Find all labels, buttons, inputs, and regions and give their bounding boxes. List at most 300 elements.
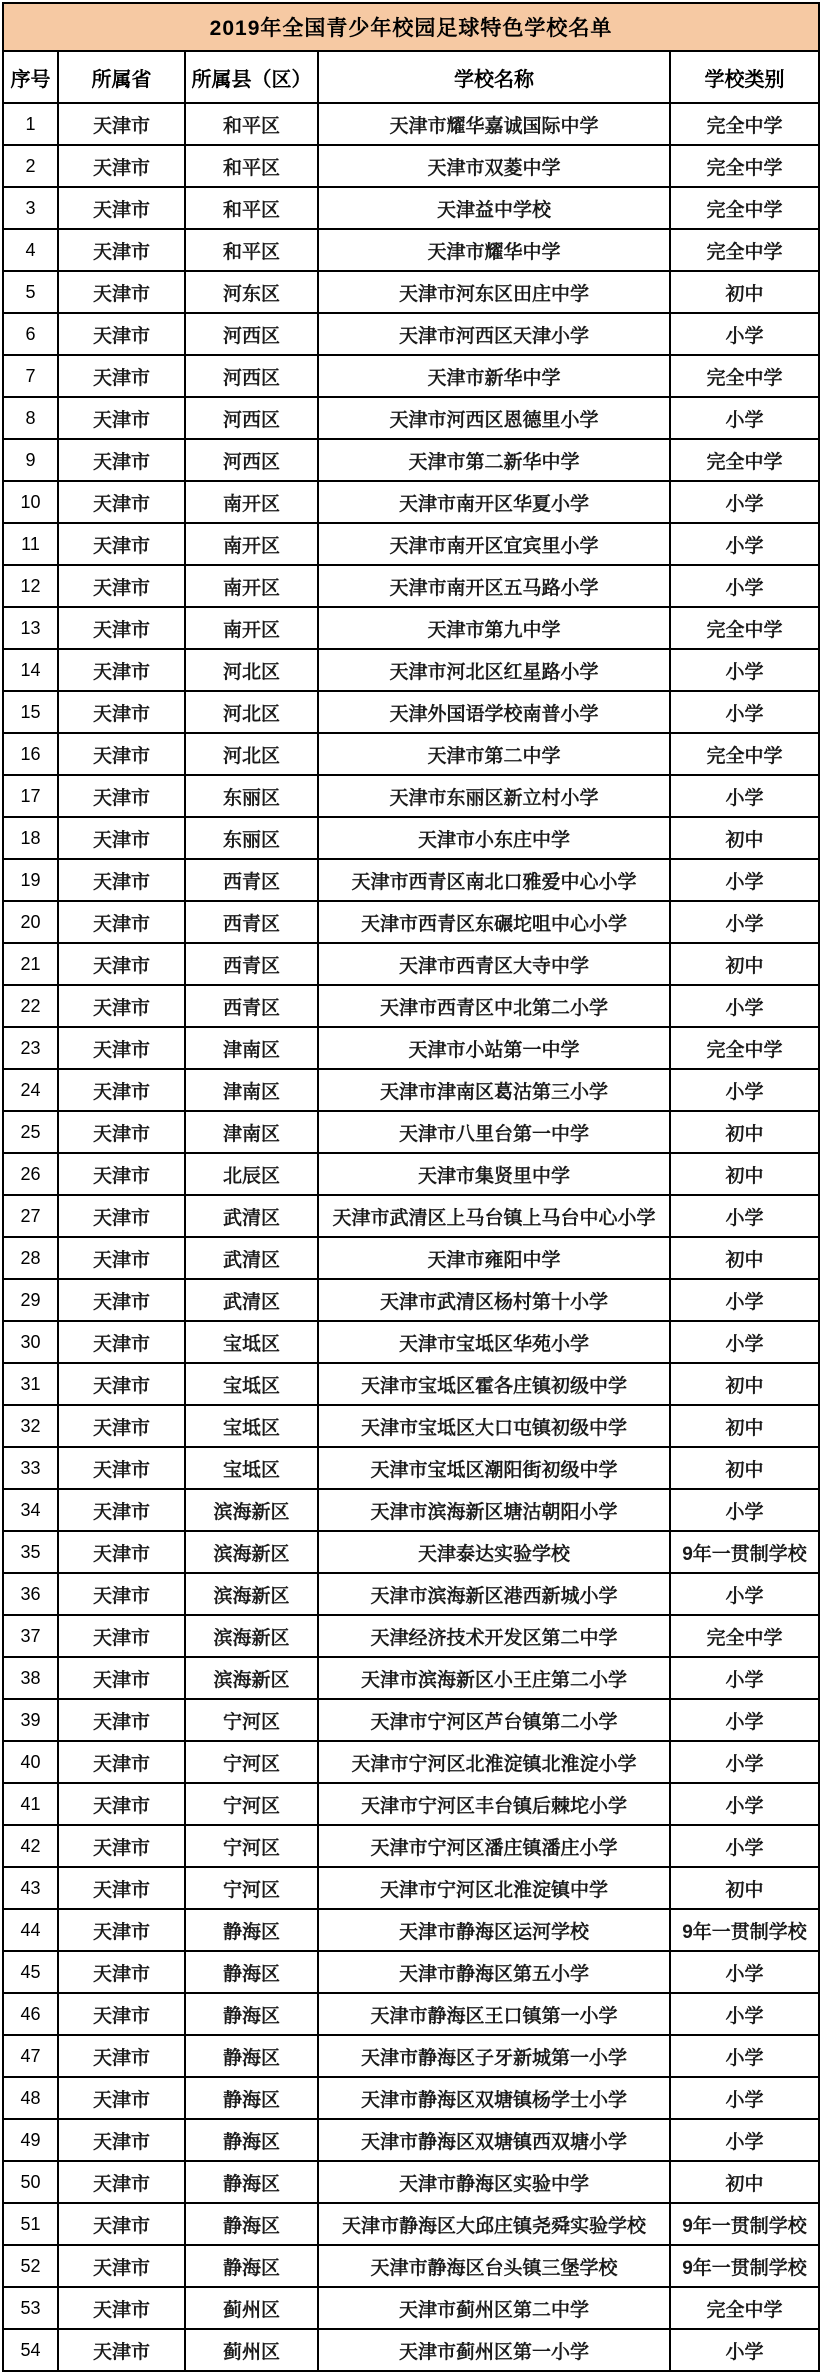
col-header-index: 序号 [3, 51, 58, 103]
cell-district: 宁河区 [185, 1783, 318, 1825]
cell-district: 武清区 [185, 1237, 318, 1279]
cell-province: 天津市 [58, 565, 185, 607]
cell-index: 17 [3, 775, 58, 817]
table-row [3, 943, 819, 985]
table-row [3, 1657, 819, 1699]
table-row [3, 817, 819, 859]
cell-school-type: 初中 [670, 271, 819, 313]
cell-school-type: 小学 [670, 2035, 819, 2077]
cell-school-name: 天津市宝坻区华苑小学 [318, 1321, 670, 1363]
cell-district: 河北区 [185, 733, 318, 775]
cell-district: 宁河区 [185, 1699, 318, 1741]
cell-index: 44 [3, 1909, 58, 1951]
cell-district: 静海区 [185, 2203, 318, 2245]
table-row [3, 2329, 819, 2371]
cell-province: 天津市 [58, 1531, 185, 1573]
cell-province: 天津市 [58, 1825, 185, 1867]
cell-index: 51 [3, 2203, 58, 2245]
cell-district: 河西区 [185, 355, 318, 397]
cell-index: 48 [3, 2077, 58, 2119]
table-row [3, 397, 819, 439]
cell-school-name: 天津市滨海新区小王庄第二小学 [318, 1657, 670, 1699]
cell-school-type: 小学 [670, 523, 819, 565]
table-row [3, 733, 819, 775]
cell-school-type: 完全中学 [670, 2287, 819, 2329]
cell-province: 天津市 [58, 481, 185, 523]
cell-district: 静海区 [185, 2245, 318, 2287]
col-header-district: 所属县（区） [185, 51, 318, 103]
cell-district: 东丽区 [185, 775, 318, 817]
cell-school-name: 天津市第二中学 [318, 733, 670, 775]
cell-district: 津南区 [185, 1069, 318, 1111]
table-row [3, 1783, 819, 1825]
cell-province: 天津市 [58, 1237, 185, 1279]
cell-district: 河西区 [185, 397, 318, 439]
cell-district: 滨海新区 [185, 1573, 318, 1615]
cell-school-type: 完全中学 [670, 187, 819, 229]
cell-school-type: 9年一贯制学校 [670, 2203, 819, 2245]
cell-school-type: 小学 [670, 1321, 819, 1363]
cell-school-name: 天津市武清区杨村第十小学 [318, 1279, 670, 1321]
cell-index: 20 [3, 901, 58, 943]
table-row [3, 1111, 819, 1153]
cell-school-type: 小学 [670, 397, 819, 439]
cell-province: 天津市 [58, 2161, 185, 2203]
cell-province: 天津市 [58, 2077, 185, 2119]
cell-school-name: 天津市河西区恩德里小学 [318, 397, 670, 439]
cell-school-type: 小学 [670, 1195, 819, 1237]
cell-index: 54 [3, 2329, 58, 2371]
table-row [3, 1447, 819, 1489]
cell-district: 静海区 [185, 2119, 318, 2161]
cell-index: 52 [3, 2245, 58, 2287]
cell-district: 武清区 [185, 1195, 318, 1237]
cell-school-name: 天津市武清区上马台镇上马台中心小学 [318, 1195, 670, 1237]
cell-province: 天津市 [58, 313, 185, 355]
cell-school-type: 9年一贯制学校 [670, 1909, 819, 1951]
cell-province: 天津市 [58, 1699, 185, 1741]
cell-index: 9 [3, 439, 58, 481]
cell-province: 天津市 [58, 1573, 185, 1615]
cell-district: 宝坻区 [185, 1321, 318, 1363]
cell-school-type: 小学 [670, 2329, 819, 2371]
cell-province: 天津市 [58, 1027, 185, 1069]
table-row [3, 1153, 819, 1195]
col-header-school-name: 学校名称 [318, 51, 670, 103]
cell-school-type: 初中 [670, 1237, 819, 1279]
cell-school-name: 天津市宝坻区大口屯镇初级中学 [318, 1405, 670, 1447]
cell-province: 天津市 [58, 2245, 185, 2287]
cell-province: 天津市 [58, 145, 185, 187]
cell-district: 宁河区 [185, 1825, 318, 1867]
cell-school-name: 天津市南开区宜宾里小学 [318, 523, 670, 565]
cell-school-type: 小学 [670, 2119, 819, 2161]
cell-school-name: 天津市静海区第五小学 [318, 1951, 670, 1993]
cell-index: 38 [3, 1657, 58, 1699]
cell-province: 天津市 [58, 1657, 185, 1699]
cell-province: 天津市 [58, 229, 185, 271]
cell-district: 蓟州区 [185, 2287, 318, 2329]
cell-province: 天津市 [58, 901, 185, 943]
cell-province: 天津市 [58, 1069, 185, 1111]
cell-school-name: 天津市八里台第一中学 [318, 1111, 670, 1153]
cell-index: 50 [3, 2161, 58, 2203]
cell-school-type: 小学 [670, 1069, 819, 1111]
cell-school-type: 小学 [670, 565, 819, 607]
cell-school-name: 天津市河东区田庄中学 [318, 271, 670, 313]
cell-school-type: 9年一贯制学校 [670, 2245, 819, 2287]
cell-province: 天津市 [58, 1615, 185, 1657]
table-row [3, 1279, 819, 1321]
cell-province: 天津市 [58, 859, 185, 901]
cell-district: 西青区 [185, 943, 318, 985]
cell-index: 34 [3, 1489, 58, 1531]
cell-district: 津南区 [185, 1027, 318, 1069]
cell-index: 32 [3, 1405, 58, 1447]
cell-district: 河北区 [185, 691, 318, 733]
cell-index: 37 [3, 1615, 58, 1657]
cell-index: 27 [3, 1195, 58, 1237]
cell-school-name: 天津市西青区东碾坨咀中心小学 [318, 901, 670, 943]
cell-index: 6 [3, 313, 58, 355]
cell-school-name: 天津市集贤里中学 [318, 1153, 670, 1195]
table-row [3, 649, 819, 691]
table-row [3, 691, 819, 733]
cell-school-name: 天津市津南区葛沽第三小学 [318, 1069, 670, 1111]
cell-school-name: 天津市小东庄中学 [318, 817, 670, 859]
cell-school-name: 天津市蓟州区第二中学 [318, 2287, 670, 2329]
cell-school-name: 天津市雍阳中学 [318, 1237, 670, 1279]
cell-province: 天津市 [58, 397, 185, 439]
table-row [3, 2203, 819, 2245]
cell-index: 8 [3, 397, 58, 439]
cell-district: 静海区 [185, 1951, 318, 1993]
cell-school-type: 小学 [670, 313, 819, 355]
cell-district: 河北区 [185, 649, 318, 691]
table-row [3, 2035, 819, 2077]
table-row [3, 523, 819, 565]
cell-school-name: 天津市宁河区北淮淀镇中学 [318, 1867, 670, 1909]
cell-school-type: 初中 [670, 817, 819, 859]
cell-school-type: 完全中学 [670, 103, 819, 145]
cell-school-name: 天津市静海区台头镇三堡学校 [318, 2245, 670, 2287]
cell-index: 16 [3, 733, 58, 775]
cell-school-name: 天津市耀华中学 [318, 229, 670, 271]
cell-index: 15 [3, 691, 58, 733]
cell-school-type: 小学 [670, 649, 819, 691]
cell-district: 静海区 [185, 2035, 318, 2077]
cell-province: 天津市 [58, 355, 185, 397]
cell-school-name: 天津市静海区运河学校 [318, 1909, 670, 1951]
cell-school-type: 小学 [670, 691, 819, 733]
cell-school-name: 天津市耀华嘉诚国际中学 [318, 103, 670, 145]
cell-province: 天津市 [58, 2329, 185, 2371]
cell-school-type: 9年一贯制学校 [670, 1531, 819, 1573]
page-title: 2019年全国青少年校园足球特色学校名单 [3, 3, 819, 51]
cell-school-type: 初中 [670, 1153, 819, 1195]
cell-province: 天津市 [58, 2287, 185, 2329]
cell-school-name: 天津市静海区子牙新城第一小学 [318, 2035, 670, 2077]
cell-school-name: 天津市静海区双塘镇西双塘小学 [318, 2119, 670, 2161]
cell-school-name: 天津泰达实验学校 [318, 1531, 670, 1573]
cell-index: 25 [3, 1111, 58, 1153]
header-row [3, 51, 819, 103]
table-row [3, 1699, 819, 1741]
cell-school-name: 天津市静海区大邱庄镇尧舜实验学校 [318, 2203, 670, 2245]
cell-index: 12 [3, 565, 58, 607]
cell-province: 天津市 [58, 1993, 185, 2035]
table-row [3, 1195, 819, 1237]
table-row [3, 2077, 819, 2119]
cell-province: 天津市 [58, 523, 185, 565]
cell-district: 北辰区 [185, 1153, 318, 1195]
cell-school-name: 天津市南开区华夏小学 [318, 481, 670, 523]
cell-district: 和平区 [185, 229, 318, 271]
cell-province: 天津市 [58, 1195, 185, 1237]
cell-school-type: 小学 [670, 901, 819, 943]
cell-index: 21 [3, 943, 58, 985]
cell-index: 10 [3, 481, 58, 523]
cell-district: 武清区 [185, 1279, 318, 1321]
table-row [3, 1489, 819, 1531]
cell-school-type: 完全中学 [670, 1615, 819, 1657]
cell-school-type: 小学 [670, 1279, 819, 1321]
cell-school-name: 天津经济技术开发区第二中学 [318, 1615, 670, 1657]
cell-district: 静海区 [185, 2161, 318, 2203]
table-row [3, 901, 819, 943]
cell-school-name: 天津市静海区实验中学 [318, 2161, 670, 2203]
cell-school-name: 天津市静海区双塘镇杨学士小学 [318, 2077, 670, 2119]
cell-district: 南开区 [185, 607, 318, 649]
cell-district: 和平区 [185, 145, 318, 187]
col-header-province: 所属省 [58, 51, 185, 103]
cell-school-name: 天津市西青区大寺中学 [318, 943, 670, 985]
cell-school-name: 天津市静海区王口镇第一小学 [318, 1993, 670, 2035]
cell-school-name: 天津市河西区天津小学 [318, 313, 670, 355]
table-row [3, 1741, 819, 1783]
cell-district: 静海区 [185, 1909, 318, 1951]
table-row [3, 775, 819, 817]
table-row [3, 313, 819, 355]
cell-district: 和平区 [185, 103, 318, 145]
cell-school-name: 天津市河北区红星路小学 [318, 649, 670, 691]
cell-index: 31 [3, 1363, 58, 1405]
table-row [3, 271, 819, 313]
cell-province: 天津市 [58, 985, 185, 1027]
cell-school-type: 完全中学 [670, 733, 819, 775]
cell-index: 2 [3, 145, 58, 187]
cell-index: 5 [3, 271, 58, 313]
cell-index: 42 [3, 1825, 58, 1867]
cell-school-type: 小学 [670, 2077, 819, 2119]
table-row [3, 2119, 819, 2161]
cell-index: 26 [3, 1153, 58, 1195]
cell-index: 28 [3, 1237, 58, 1279]
table-row [3, 1993, 819, 2035]
title-row [3, 3, 819, 51]
table-row [3, 439, 819, 481]
table-row [3, 1321, 819, 1363]
cell-school-name: 天津市第九中学 [318, 607, 670, 649]
cell-index: 18 [3, 817, 58, 859]
cell-school-type: 完全中学 [670, 145, 819, 187]
table-row [3, 2287, 819, 2329]
cell-province: 天津市 [58, 1111, 185, 1153]
cell-district: 西青区 [185, 985, 318, 1027]
cell-index: 40 [3, 1741, 58, 1783]
cell-school-name: 天津市宁河区芦台镇第二小学 [318, 1699, 670, 1741]
cell-index: 4 [3, 229, 58, 271]
cell-school-type: 小学 [670, 775, 819, 817]
cell-province: 天津市 [58, 439, 185, 481]
cell-school-type: 小学 [670, 1699, 819, 1741]
cell-province: 天津市 [58, 1489, 185, 1531]
table-row [3, 103, 819, 145]
cell-province: 天津市 [58, 103, 185, 145]
cell-district: 滨海新区 [185, 1615, 318, 1657]
cell-school-name: 天津市西青区南北口雅爱中心小学 [318, 859, 670, 901]
cell-index: 23 [3, 1027, 58, 1069]
schools-table [2, 2, 820, 2372]
cell-province: 天津市 [58, 1279, 185, 1321]
cell-province: 天津市 [58, 1951, 185, 1993]
cell-index: 22 [3, 985, 58, 1027]
cell-school-type: 完全中学 [670, 1027, 819, 1069]
cell-school-type: 初中 [670, 1447, 819, 1489]
cell-district: 蓟州区 [185, 2329, 318, 2371]
cell-province: 天津市 [58, 1783, 185, 1825]
cell-province: 天津市 [58, 2035, 185, 2077]
cell-school-name: 天津益中学校 [318, 187, 670, 229]
cell-district: 静海区 [185, 2077, 318, 2119]
cell-school-type: 小学 [670, 1993, 819, 2035]
cell-district: 滨海新区 [185, 1489, 318, 1531]
cell-province: 天津市 [58, 1867, 185, 1909]
cell-district: 宁河区 [185, 1867, 318, 1909]
cell-province: 天津市 [58, 943, 185, 985]
table-row [3, 1825, 819, 1867]
cell-school-type: 小学 [670, 1783, 819, 1825]
cell-district: 津南区 [185, 1111, 318, 1153]
cell-index: 41 [3, 1783, 58, 1825]
cell-index: 33 [3, 1447, 58, 1489]
table-row [3, 1573, 819, 1615]
cell-index: 11 [3, 523, 58, 565]
table-row [3, 2161, 819, 2203]
cell-province: 天津市 [58, 1363, 185, 1405]
cell-province: 天津市 [58, 1405, 185, 1447]
cell-school-type: 完全中学 [670, 439, 819, 481]
cell-school-type: 初中 [670, 1405, 819, 1447]
cell-school-type: 小学 [670, 1489, 819, 1531]
cell-index: 14 [3, 649, 58, 691]
table-row [3, 1027, 819, 1069]
cell-index: 35 [3, 1531, 58, 1573]
table-row [3, 355, 819, 397]
cell-school-name: 天津市东丽区新立村小学 [318, 775, 670, 817]
cell-index: 53 [3, 2287, 58, 2329]
table-row [3, 1909, 819, 1951]
cell-index: 36 [3, 1573, 58, 1615]
table-row [3, 1951, 819, 1993]
cell-school-name: 天津市蓟州区第一小学 [318, 2329, 670, 2371]
cell-province: 天津市 [58, 1909, 185, 1951]
cell-school-name: 天津市双菱中学 [318, 145, 670, 187]
table-row [3, 187, 819, 229]
cell-school-type: 小学 [670, 1825, 819, 1867]
cell-index: 24 [3, 1069, 58, 1111]
table-row [3, 565, 819, 607]
table-row [3, 1867, 819, 1909]
cell-school-type: 初中 [670, 1111, 819, 1153]
cell-index: 45 [3, 1951, 58, 1993]
cell-district: 东丽区 [185, 817, 318, 859]
cell-school-type: 小学 [670, 859, 819, 901]
cell-province: 天津市 [58, 691, 185, 733]
cell-province: 天津市 [58, 187, 185, 229]
cell-district: 滨海新区 [185, 1531, 318, 1573]
cell-school-name: 天津市宁河区潘庄镇潘庄小学 [318, 1825, 670, 1867]
table-row [3, 985, 819, 1027]
cell-district: 西青区 [185, 859, 318, 901]
table-row [3, 145, 819, 187]
cell-index: 3 [3, 187, 58, 229]
cell-province: 天津市 [58, 1321, 185, 1363]
cell-province: 天津市 [58, 1153, 185, 1195]
cell-school-name: 天津市宝坻区潮阳街初级中学 [318, 1447, 670, 1489]
cell-index: 46 [3, 1993, 58, 2035]
cell-province: 天津市 [58, 2119, 185, 2161]
cell-school-name: 天津市新华中学 [318, 355, 670, 397]
cell-school-type: 小学 [670, 481, 819, 523]
cell-school-name: 天津外国语学校南普小学 [318, 691, 670, 733]
cell-district: 西青区 [185, 901, 318, 943]
cell-province: 天津市 [58, 817, 185, 859]
cell-index: 1 [3, 103, 58, 145]
cell-school-name: 天津市南开区五马路小学 [318, 565, 670, 607]
cell-index: 19 [3, 859, 58, 901]
cell-district: 南开区 [185, 481, 318, 523]
table-row [3, 1363, 819, 1405]
cell-index: 49 [3, 2119, 58, 2161]
table-row [3, 481, 819, 523]
cell-school-type: 完全中学 [670, 607, 819, 649]
cell-district: 南开区 [185, 523, 318, 565]
table-row [3, 229, 819, 271]
table-row [3, 607, 819, 649]
table-row [3, 1237, 819, 1279]
cell-school-type: 完全中学 [670, 355, 819, 397]
col-header-school-type: 学校类别 [670, 51, 819, 103]
cell-index: 39 [3, 1699, 58, 1741]
cell-district: 和平区 [185, 187, 318, 229]
cell-school-name: 天津市西青区中北第二小学 [318, 985, 670, 1027]
table-row [3, 1405, 819, 1447]
cell-province: 天津市 [58, 1741, 185, 1783]
cell-school-type: 完全中学 [670, 229, 819, 271]
cell-province: 天津市 [58, 733, 185, 775]
cell-district: 宝坻区 [185, 1405, 318, 1447]
cell-school-type: 小学 [670, 1573, 819, 1615]
cell-school-type: 小学 [670, 1951, 819, 1993]
cell-district: 河西区 [185, 439, 318, 481]
cell-school-name: 天津市滨海新区港西新城小学 [318, 1573, 670, 1615]
cell-school-type: 初中 [670, 943, 819, 985]
cell-school-name: 天津市宁河区丰台镇后棘坨小学 [318, 1783, 670, 1825]
cell-school-name: 天津市小站第一中学 [318, 1027, 670, 1069]
cell-index: 47 [3, 2035, 58, 2077]
cell-school-name: 天津市滨海新区塘沽朝阳小学 [318, 1489, 670, 1531]
